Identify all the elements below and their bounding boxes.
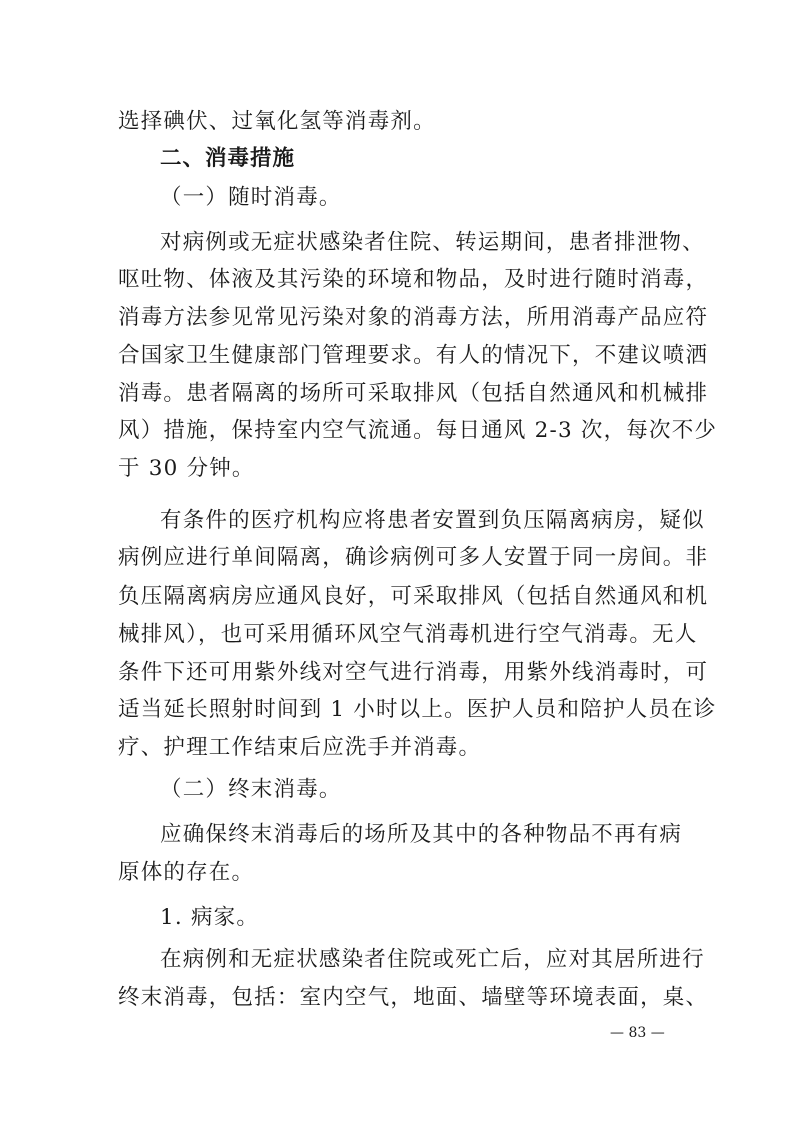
paragraph-line: 终末消毒，包括：室内空气，地面、墙壁等环境表面，桌、: [118, 985, 709, 1010]
body-text-line: 选择碘伏、过氧化氢等消毒剂。: [118, 109, 436, 134]
paragraph-line: 呕吐物、体液及其污染的环境和物品，及时进行随时消毒，: [118, 267, 709, 292]
paragraph-line: 有条件的医疗机构应将患者安置到负压隔离病房，疑似: [160, 508, 705, 533]
paragraph-line: 消毒。患者隔离的场所可采取排风（包括自然通风和机械排: [118, 381, 709, 406]
section-heading: 二、消毒措施: [160, 146, 296, 171]
paragraph-line: 械排风），也可采用循环风空气消毒机进行空气消毒。无人: [118, 622, 698, 647]
paragraph-line: 风）措施，保持室内空气流通。每日通风 2-3 次，每次不少: [118, 418, 718, 443]
subsection-heading: （二）终末消毒。: [160, 777, 342, 802]
page-number: — 83 —: [610, 1025, 665, 1041]
paragraph-line: 负压隔离病房应通风良好，可采取排风（包括自然通风和机: [118, 584, 709, 609]
paragraph-line: 消毒方法参见常见污染对象的消毒方法，所用消毒产品应符: [118, 305, 709, 330]
paragraph-line: 适当延长照射时间到 1 小时以上。医护人员和陪护人员在诊: [118, 697, 717, 722]
paragraph-line: 对病例或无症状感染者住院、转运期间，患者排泄物、: [160, 230, 705, 255]
paragraph-line: 应确保终末消毒后的场所及其中的各种物品不再有病: [160, 822, 683, 847]
paragraph-line: 于 30 分钟。: [118, 456, 255, 481]
paragraph-line: 疗、护理工作结束后应洗手并消毒。: [118, 735, 482, 760]
paragraph-line: 原体的存在。: [118, 860, 255, 885]
list-item-heading: 1. 病家。: [160, 905, 260, 930]
paragraph-line: 在病例和无症状感染者住院或死亡后，应对其居所进行: [160, 947, 705, 972]
paragraph-line: 条件下还可用紫外线对空气进行消毒，用紫外线消毒时，可: [118, 660, 709, 685]
paragraph-line: 合国家卫生健康部门管理要求。有人的情况下，不建议喷洒: [118, 343, 709, 368]
subsection-heading: （一）随时消毒。: [160, 185, 342, 210]
paragraph-line: 病例应进行单间隔离，确诊病例可多人安置于同一房间。非: [118, 545, 709, 570]
